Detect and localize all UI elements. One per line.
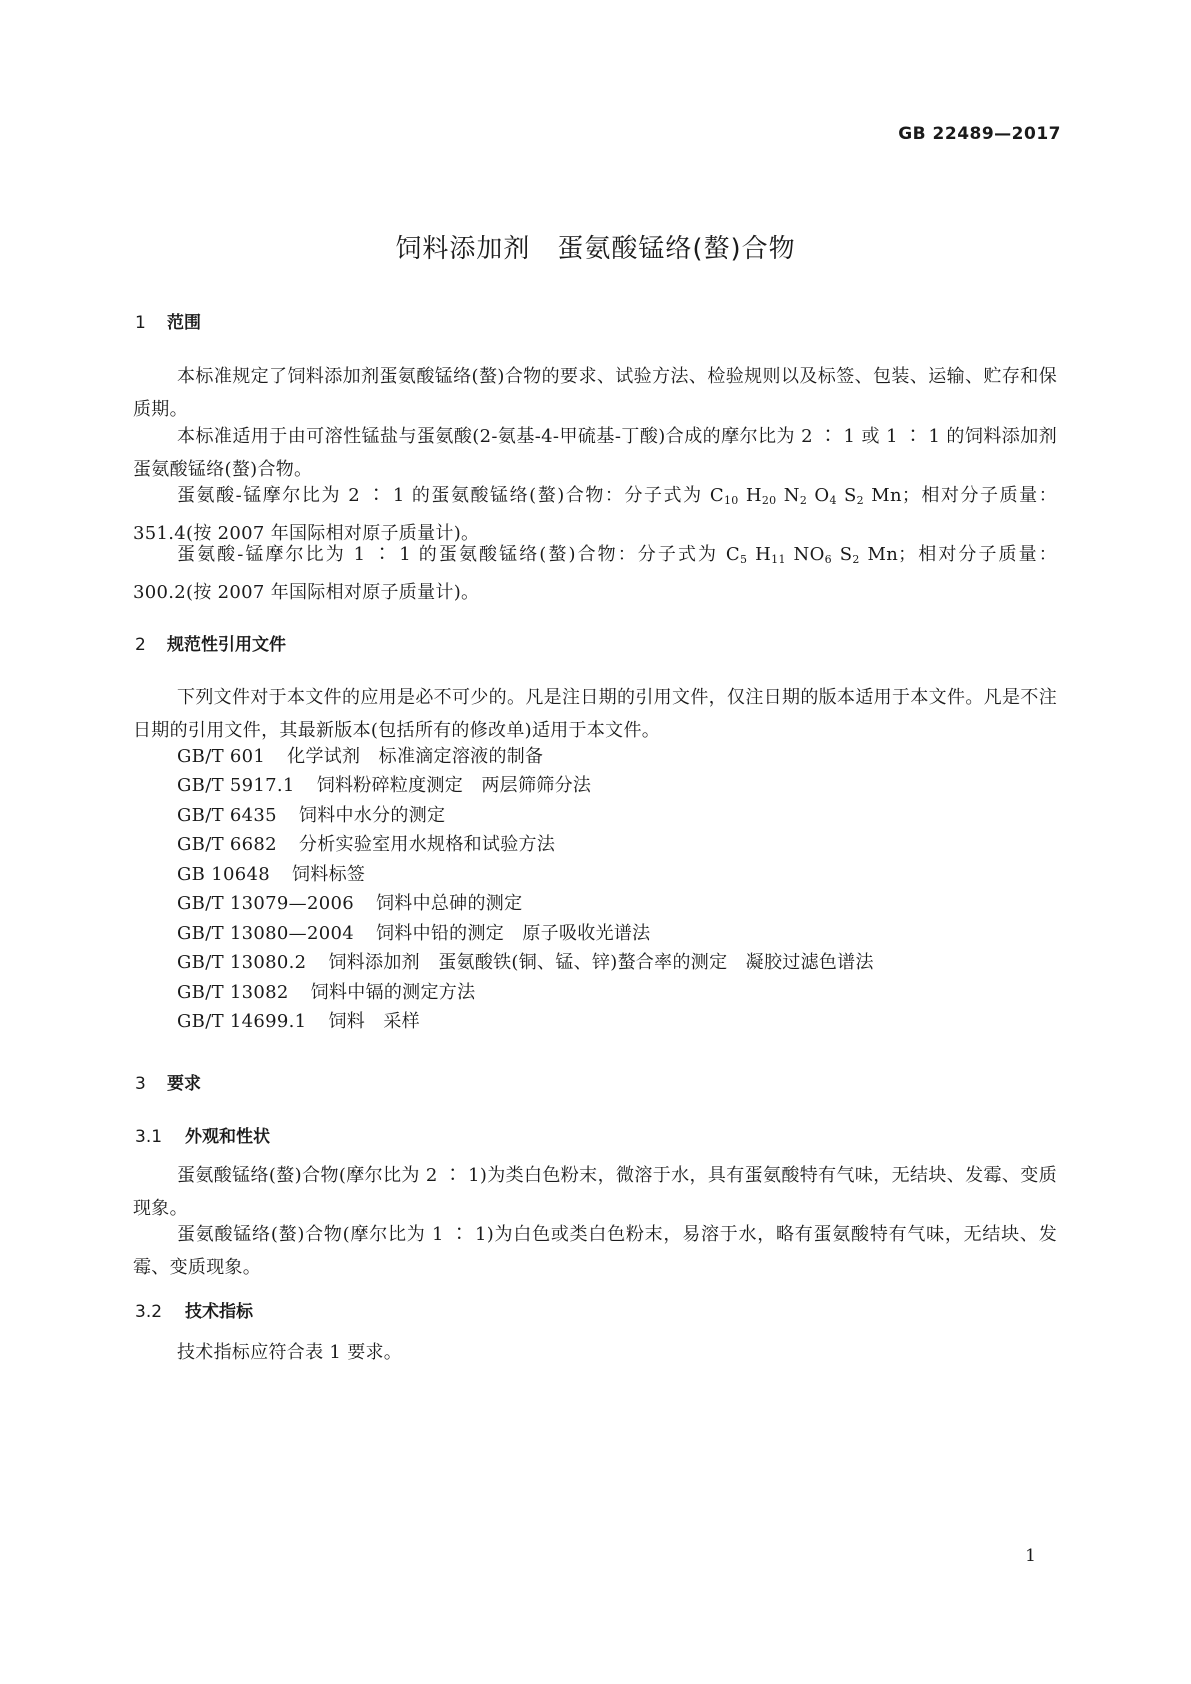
page-number: 1 xyxy=(1025,1546,1036,1566)
reference-title: 饲料中水分的测定 xyxy=(298,805,446,826)
reference-item xyxy=(177,1005,420,1038)
reference-code: GB/T 6682 xyxy=(177,834,277,855)
reference-title: 分析实验室用水规格和试验方法 xyxy=(298,834,556,855)
reference-code: GB/T 601 xyxy=(177,746,266,767)
reference-item xyxy=(177,946,874,979)
section-2-paragraph-1: 下列文件对于本文件的应用是必不可少的。凡是注日期的引用文件，仅注日期的版本适用于本文件。凡是不注日期的引用文件，其最新版本(包括所有的修改单)适用于本文件。 xyxy=(133,687,1057,741)
section-1-heading xyxy=(135,308,201,333)
section-1-paragraph-1: 本标准规定了饲料添加剂蛋氨酸锰络(螯)合物的要求、试验方法、检验规则以及标签、包装、运输、贮存和保质期。 xyxy=(133,366,1057,420)
section-title: 范围 xyxy=(167,313,201,333)
subsection-number: 3.2 xyxy=(135,1302,163,1322)
reference-code: GB/T 13079—2006 xyxy=(177,893,354,914)
subsection-3-2-heading xyxy=(135,1297,253,1322)
subsection-3-1-paragraph-2: 蛋氨酸锰络(螯)合物(摩尔比为 1 ∶ 1)为白色或类白色粉末，易溶于水，略有蛋氨酸特有气味，无结块、发霉、变质现象。 xyxy=(133,1224,1057,1278)
section-2-heading xyxy=(135,630,286,655)
standard-code: GB 22489—2017 xyxy=(898,124,1061,144)
reference-title: 化学试剂 标准滴定溶液的制备 xyxy=(287,746,544,767)
subsection-title: 外观和性状 xyxy=(185,1127,270,1147)
section-3-heading xyxy=(135,1069,201,1094)
document-title: 饲料添加剂 蛋氨酸锰络(螯)合物 xyxy=(395,234,796,264)
section-1-paragraph-3: 蛋氨酸-锰摩尔比为 2 ∶ 1 的蛋氨酸锰络(螯)合物：分子式为 $C_{10}$ $H_{20}$ $N_2$ $O_4$ $S_2$ Mn；相对分子质量：351.4(按 2007 年国际相对原子质量计)。 xyxy=(133,485,1057,544)
reference-title: 饲料添加剂 蛋氨酸铁(铜、锰、锌)螯合率的测定 凝胶过滤色谱法 xyxy=(328,952,874,973)
reference-title: 饲料 采样 xyxy=(328,1011,420,1032)
reference-item xyxy=(177,828,555,861)
section-1-paragraph-2: 本标准适用于由可溶性锰盐与蛋氨酸(2-氨基-4-甲硫基-丁酸)合成的摩尔比为 2 ∶ 1 或 1 ∶ 1 的饲料添加剂蛋氨酸锰络(螯)合物。 xyxy=(133,426,1057,480)
section-number: 3 xyxy=(135,1074,146,1094)
section-number: 1 xyxy=(135,313,146,333)
subsection-number: 3.1 xyxy=(135,1127,163,1147)
reference-code: GB/T 13080—2004 xyxy=(177,923,354,944)
reference-code: GB 10648 xyxy=(177,864,270,885)
reference-code: GB/T 13080.2 xyxy=(177,952,307,973)
subsection-title: 技术指标 xyxy=(185,1302,253,1322)
reference-code: GB/T 13082 xyxy=(177,982,289,1003)
subsection-3-1-heading xyxy=(135,1122,270,1147)
section-number: 2 xyxy=(135,635,146,655)
reference-title: 饲料中铅的测定 原子吸收光谱法 xyxy=(375,923,651,944)
reference-code: GB/T 6435 xyxy=(177,805,277,826)
subsection-3-2-paragraph-1: 技术指标应符合表 1 要求。 xyxy=(177,1342,403,1363)
reference-title: 饲料中镉的测定方法 xyxy=(310,982,476,1003)
reference-title: 饲料粉碎粒度测定 两层筛筛分法 xyxy=(316,775,592,796)
reference-title: 饲料标签 xyxy=(292,864,366,885)
section-title: 要求 xyxy=(167,1074,201,1094)
reference-title: 饲料中总砷的测定 xyxy=(375,893,523,914)
reference-code: GB/T 14699.1 xyxy=(177,1011,307,1032)
reference-item xyxy=(177,887,522,920)
reference-code: GB/T 5917.1 xyxy=(177,775,295,796)
subsection-3-1-paragraph-1: 蛋氨酸锰络(螯)合物(摩尔比为 2 ∶ 1)为类白色粉末，微溶于水，具有蛋氨酸特有气味，无结块、发霉、变质现象。 xyxy=(133,1165,1057,1219)
section-1-paragraph-4: 蛋氨酸-锰摩尔比为 1 ∶ 1 的蛋氨酸锰络(螯)合物：分子式为 $C_5$ $H_{11}$ $NO_6$ $S_2$ Mn；相对分子质量：300.2(按 2007 年国际相对原子质量计)。 xyxy=(133,544,1058,603)
reference-item xyxy=(177,769,591,802)
section-title: 规范性引用文件 xyxy=(167,635,286,655)
